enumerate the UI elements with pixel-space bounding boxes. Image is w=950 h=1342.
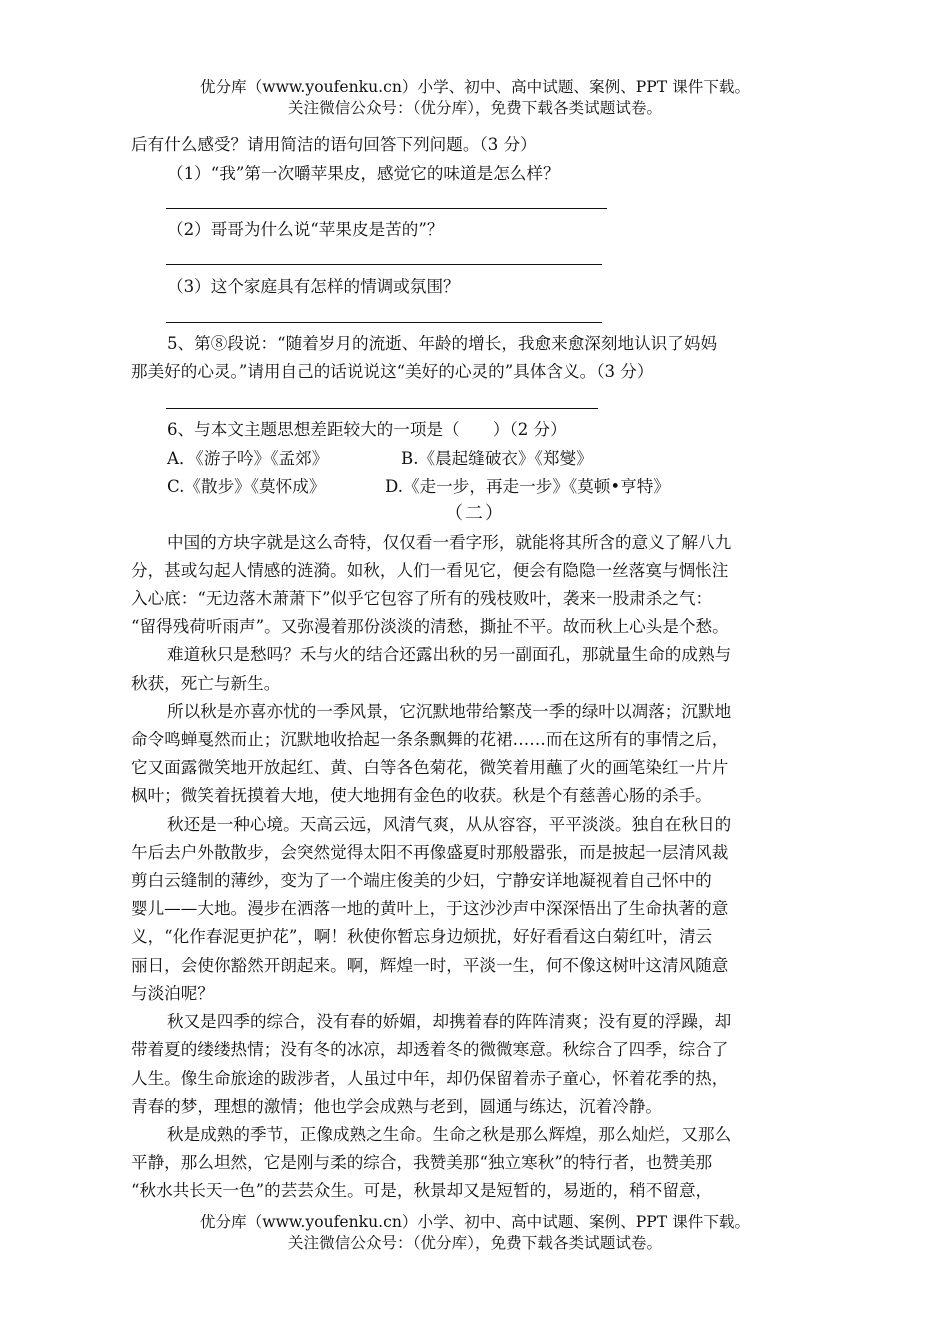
passage-line: 午后去户外散散步，会突然觉得太阳不再像盛夏时那般嚣张，而是披起一层清风裁 (131, 843, 729, 862)
question-6-stem: 6、与本文主题思想差距较大的一项是（ ）（2 分） (167, 420, 567, 439)
passage-line: 它又面露微笑地开放起红、黄、白等各色菊花，微笑着用蘸了火的画笔染红一片片 (131, 758, 729, 777)
page-header-line-1: 优分库（www.youfenku.cn）小学、初中、高中试题、案例、PPT 课件下载。 (199, 78, 751, 96)
question-6-option-c[interactable]: C.《散步》《莫怀成》 (167, 477, 326, 496)
passage-line: 带着夏的缕缕热情；没有冬的冰凉，却透着冬的微微寒意。秋综合了四季，综合了 (131, 1040, 729, 1059)
passage-line: 与淡泊呢？ (131, 984, 214, 1003)
answer-blank-5[interactable] (166, 408, 598, 409)
passage-line: 婴儿——大地。漫步在洒落一地的黄叶上，于这沙沙声中深深悟出了生命执著的意 (131, 899, 729, 918)
question-4-sub-1: （1）“我”第一次嚼苹果皮，感觉它的味道是怎么样？ (167, 164, 560, 183)
section-2-title: （二） (445, 503, 505, 524)
question-4-sub-2: （2）哥哥为什么说“苹果皮是苦的”？ (167, 220, 444, 239)
page-footer-line-1: 优分库（www.youfenku.cn）小学、初中、高中试题、案例、PPT 课件下载。 (199, 1213, 751, 1231)
passage-line: 所以秋是亦喜亦忧的一季风景，它沉默地带给繁茂一季的绿叶以凋落；沉默地 (167, 702, 732, 721)
passage-line: 命令鸣蝉戛然而止；沉默地收拾起一条条飘舞的花裙……而在这所有的事情之后， (131, 730, 729, 749)
passage-line: 秋又是四季的综合，没有春的娇媚，却携着春的阵阵清爽；没有夏的浮躁，却 (167, 1012, 732, 1031)
question-6-option-a[interactable]: A．《游子吟》《孟郊》 (167, 449, 329, 468)
question-4-sub-3: （3）这个家庭具有怎样的情调或氛围？ (167, 277, 460, 296)
answer-blank-4-1[interactable] (166, 208, 607, 209)
passage-line: 难道秋只是愁吗？禾与火的结合还露出秋的另一副面孔，那就量生命的成熟与 (167, 645, 732, 664)
passage-line: 分，甚或勾起人情感的涟漪。如秋，人们一看见它，便会有隐隐一丝落寞与惆怅注 (131, 561, 729, 580)
passage-line: “留得残荷听雨声”。又弥漫着那份淡淡的清愁，撕扯不平。故而秋上心头是个愁。 (131, 617, 729, 636)
answer-blank-4-3[interactable] (166, 322, 602, 323)
passage-line: 义，“化作春泥更护花”，啊！秋使你暂忘身边烦扰，好好看看这白菊红叶，清云 (131, 927, 713, 946)
passage-line: 丽日，会使你豁然开朗起来。啊，辉煌一时，平淡一生，何不像这树叶这清风随意 (131, 956, 729, 975)
passage-line: 秋是成熟的季节，正像成熟之生命。生命之秋是那么辉煌，那么灿烂，又那么 (167, 1125, 732, 1144)
passage-line: 中国的方块字就是这么奇特，仅仅看一看字形，就能将其所含的意义了解八九 (167, 533, 732, 552)
passage-line: 平静，那么坦然，它是刚与柔的综合，我赞美那“独立寒秋”的特行者，也赞美那 (131, 1153, 713, 1172)
passage-line: 枫叶；微笑着抚摸着大地，使大地拥有金色的收获。秋是个有慈善心肠的杀手。 (131, 786, 712, 805)
question-5-line-1: 5、第⑧段说：“随着岁月的流逝、年龄的增长，我愈来愈深刻地认识了妈妈 (167, 334, 718, 353)
passage-line: 秋还是一种心境。天高云远，风清气爽，从从容容，平平淡淡。独自在秋日的 (167, 815, 732, 834)
passage-line: 人生。像生命旅途的跋涉者，人虽过中年，却仍保留着赤子童心，怀着花季的热， (131, 1069, 729, 1088)
passage-line: 青春的梦，理想的激情；他也学会成熟与老到，圆通与练达，沉着冷静。 (131, 1097, 662, 1116)
question-5-line-2: 那美好的心灵。”请用自己的话说说这“美好的心灵的”具体含义。（3 分） (131, 362, 654, 381)
question-4-tail: 后有什么感受？请用简洁的语句回答下列问题。（3 分） (131, 135, 537, 154)
page-footer-line-2: 关注微信公众号：（优分库），免费下载各类试题试卷。 (287, 1234, 663, 1252)
passage-line: 剪白云缝制的薄纱，变为了一个端庄俊美的少妇，宁静安详地凝视着自己怀中的 (131, 871, 712, 890)
passage-line: “秋水共长天一色”的芸芸众生。可是，秋景却又是短暂的，易逝的，稍不留意， (131, 1181, 713, 1200)
answer-blank-4-2[interactable] (166, 264, 602, 265)
passage-line: 入心底：“无边落木萧萧下”似乎它包容了所有的残枝败叶，袭来一股肃杀之气： (131, 589, 713, 608)
question-6-option-d[interactable]: D.《走一步，再走一步》《莫顿•亨特》 (385, 477, 670, 496)
question-6-option-b[interactable]: B.《晨起缝破衣》《郑燮》 (401, 449, 593, 468)
passage-line: 秋获，死亡与新生。 (131, 674, 281, 693)
page-header-line-2: 关注微信公众号：（优分库），免费下载各类试题试卷。 (287, 99, 663, 117)
